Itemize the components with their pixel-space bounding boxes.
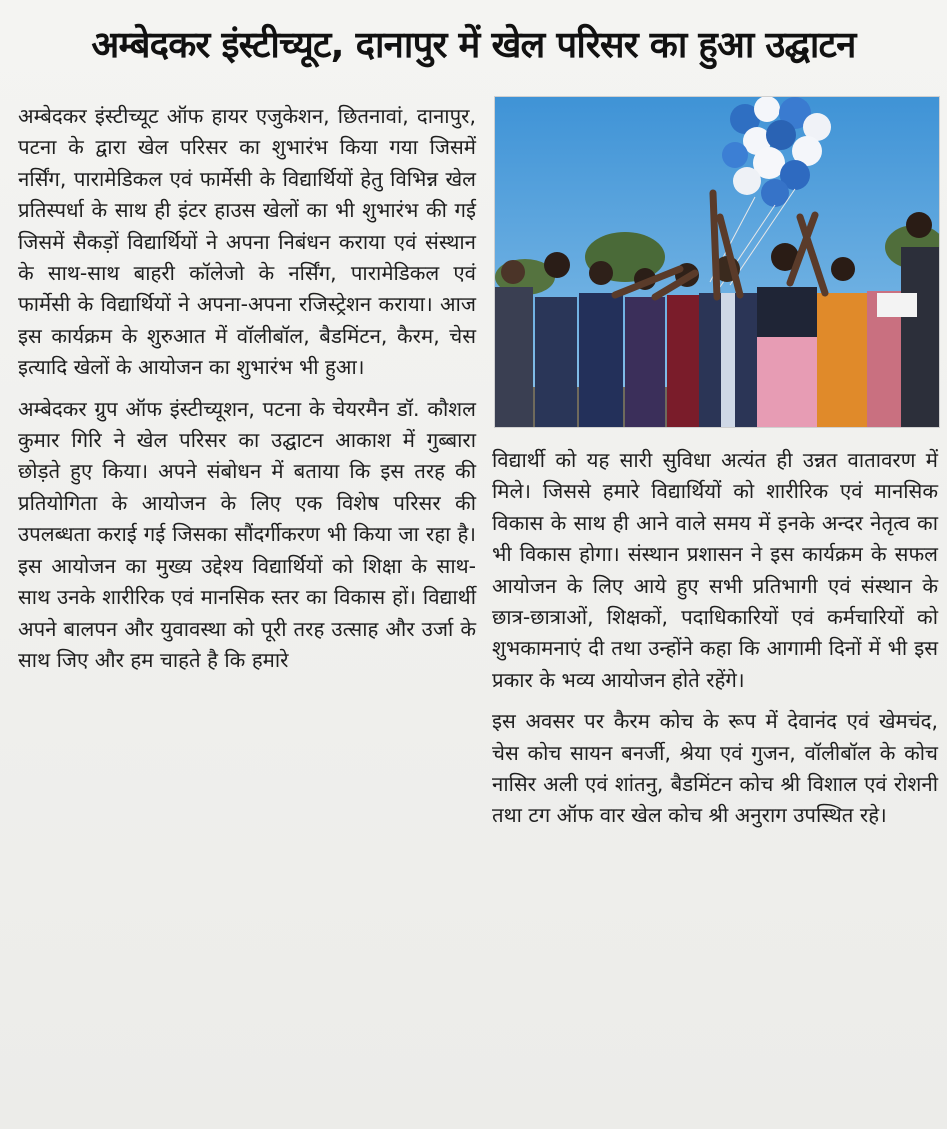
headline: अम्बेदकर इंस्टीच्यूट, दानापुर में खेल परिसर का हुआ उद्घाटन — [91, 23, 856, 66]
balloon-release-photo — [495, 97, 939, 427]
left-paragraph-1: अम्बेदकर इंस्टीच्यूट ऑफ हायर एजुकेशन, छितनावां, दानापुर, पटना के द्वारा खेल परिसर का शुभारंभ किया गया जिसमें नर्सिंग, पारामेडिकल एवं फार्मेसी के विद्यार्थियों हेतु विभिन्न खेल प्रतिस्पर्धा के साथ ही इंटर हाउस खेलों का भी शुभारंभ की गई जिसमें सैकड़ों विद्यार्थियों ने अपना निबंधन कराया एवं संस्थान के साथ-साथ बाहरी कॉलेजो के नर्सिंग, पारामेडिकल एवं फार्मेसी के विद्यार्थियों ने अपना-अपना रजिस्ट्रेशन कराया। आज इस कार्यक्रम के शुरुआत में वॉलीबॉल, बैडमिंटन, कैरम, चेस इत्यादि खेलों के आयोजन का शुभारंभ भी हुआ। — [18, 104, 476, 380]
event-photo — [494, 96, 940, 428]
left-column — [18, 101, 476, 686]
right-paragraph-2: इस अवसर पर कैरम कोच के रूप में देवानंद एवं खेमचंद, चेस कोच सायन बनर्जी, श्रेया एवं गुजन, वॉलीबॉल के कोच नासिर अली एवं शांतनु, बैडमिंटन कोच श्री विशाल एवं रोशनी तथा टग ऑफ वार खेल कोच श्री अनुराग उपस्थित रहे। — [492, 709, 938, 828]
right-paragraph-1: विद्यार्थी को यह सारी सुविधा अत्यंत ही उन्नत वातावरण में मिले। जिससे हमारे विद्यार्थियों को शारीरिक एवं मानसिक विकास के साथ ही आने वाले समय में इनके अन्दर नेतृत्व का भी विकास होगा। संस्थान प्रशासन ने इस कार्यक्रम के सफल आयोजन के लिए आये हुए सभी प्रतिभागी एवं संस्थान के छात्र-छात्राओं, शिक्षकों, पदाधिकारियों एवं कर्मचारियों को शुभकामनाएं दी तथा उन्होंने कहा कि आगामी दिनों में भी इस प्रकार के भव्य आयोजन होते रहेंगे। — [492, 448, 938, 692]
left-paragraph-2: अम्बेदकर ग्रुप ऑफ इंस्टीच्यूशन, पटना के चेयरमैन डॉ. कौशल कुमार गिरि ने खेल परिसर का उद्घाटन आकाश में गुब्बारा छोड़ते हुए किया। अपने संबोधन में बताया कि इस तरह की प्रतियोगिता के आयोजन के लिए एक विशेष परिसर की उपलब्धता कराई गई जिसका सौंदर्गीकरण भी किया जा रहा है। इस आयोजन का मुख्य उद्देश्य विद्यार्थियों को शिक्षा के साथ-साथ उनके शारीरिक एवं मानसिक स्तर का विकास हों। विद्यार्थी अपने बालपन और युवावस्था को पूरी तरह उत्साह और उर्जा के साथ जिए और हम चाहते है कि हमारे — [18, 396, 476, 672]
right-column — [492, 445, 938, 842]
